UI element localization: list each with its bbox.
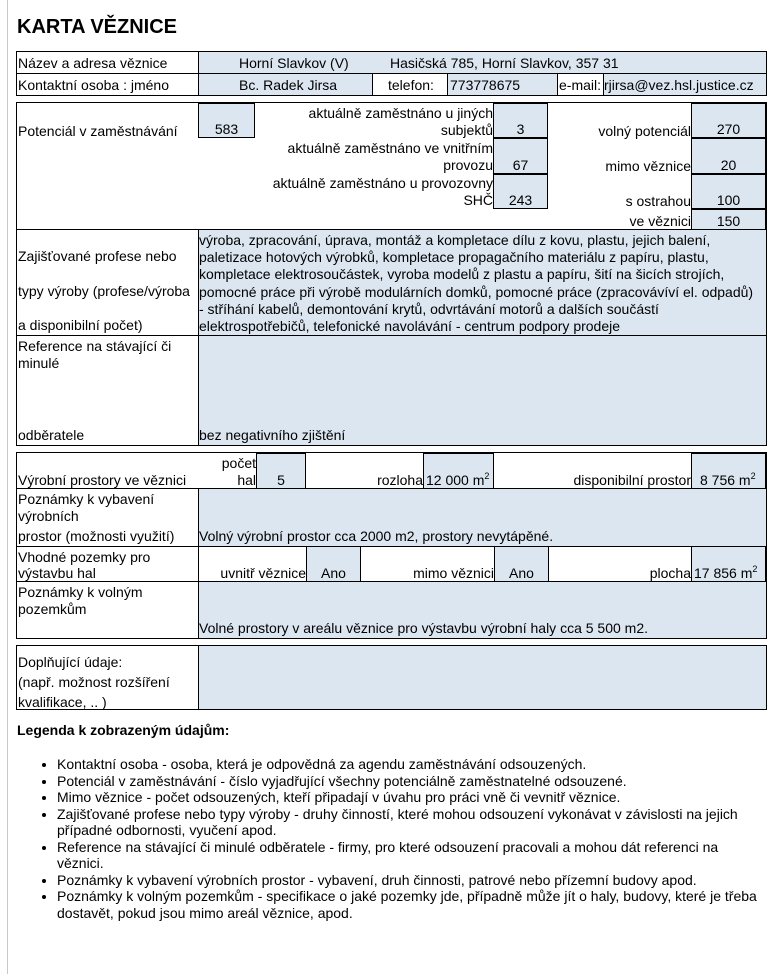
contact-person-label: Kontaktní osoba : jméno xyxy=(18,77,169,93)
other-subjects-label-2: subjektů xyxy=(440,122,493,138)
legend-title: Legenda k zobrazeným údajům: xyxy=(17,722,230,738)
area-value-cell xyxy=(423,453,494,489)
legend-item: • Poznámky k vybavení výrobních prostor - vybavení, druh činnosti, patrové nebo přízemní budovy apod. xyxy=(57,872,762,889)
land-outside-value: Ano xyxy=(494,546,549,582)
internal-operation-label-1: aktuálně zaměstnáno ve vnitřním xyxy=(287,140,493,156)
free-potential-label: volný potenciál xyxy=(598,123,691,139)
potential-value: 583 xyxy=(198,103,255,138)
outside-prison-value: 20 xyxy=(691,138,766,174)
contact-section xyxy=(16,51,767,96)
additional-label-3: kvalifikace, .. ) xyxy=(18,694,107,710)
inside-prison-label: ve věznici xyxy=(629,213,691,229)
available-space-value: 8 756 m xyxy=(700,472,751,488)
equipment-label-1: Poznámky k vybavení xyxy=(18,491,155,507)
shc-label-1: aktuálně zaměstnáno u provozovny xyxy=(272,175,493,191)
land-inside-label: uvnitř věznice xyxy=(220,565,306,581)
prison-name: Horní Slavkov (V) xyxy=(239,55,349,71)
equipment-text: Volný výrobní prostor cca 2000 m2, prostory nevytápěné. xyxy=(199,528,554,544)
references-label-1: Reference na stávající či xyxy=(18,338,172,354)
production-section xyxy=(16,452,767,639)
internal-operation-label-2: provozu xyxy=(443,157,493,173)
equipment-label-2: výrobních xyxy=(18,508,79,524)
halls-count-label-2: hal xyxy=(237,472,256,488)
halls-count-value: 5 xyxy=(256,453,306,489)
legend-item: • Reference na stávající či minulé odběratele - firmy, pro které odsouzení pracovali a mohou dát referenci na věznici. xyxy=(57,839,762,872)
land-notes-text: Volné prostory v areálu věznice pro výstavbu výrobní haly cca 5 500 m2. xyxy=(199,620,649,636)
plot-area-exponent: 2 xyxy=(752,564,758,574)
legend-item: • Potenciál v zaměstnávání - číslo vyjadřující všechny potenciálně zaměstnatelné odsouzené. xyxy=(57,773,762,790)
additional-cell xyxy=(199,646,766,709)
available-space-label: disponibilní prostor xyxy=(573,472,691,488)
potential-label: Potenciál v zaměstnávání xyxy=(18,123,178,139)
legend-item: • Zajišťované profese nebo typy výroby - druhy činností, které mohou odsouzení vykonávat v závislosti na jejich případné odbornosti, vyučení apod. xyxy=(57,806,762,839)
shc-label-2: SHČ xyxy=(463,192,493,208)
prison-name-address-cell xyxy=(199,52,766,73)
land-notes-label-1: Poznámky k volným xyxy=(18,584,143,600)
professions-label-2: typy výroby (profese/výroba xyxy=(18,283,190,299)
contact-person-name: Bc. Radek Jirsa xyxy=(199,74,372,95)
email-label: e-mail: xyxy=(559,77,602,93)
inside-prison-value: 150 xyxy=(691,209,766,230)
area-unit-exponent: 2 xyxy=(484,471,490,481)
land-notes-cell xyxy=(199,582,766,638)
email-value: rjirsa@vez.hsl.justice.cz xyxy=(604,74,766,95)
plot-area-value: 17 856 m xyxy=(694,565,753,581)
shc-value: 243 xyxy=(493,174,548,209)
references-cell xyxy=(199,336,766,445)
potential-section xyxy=(16,102,767,446)
equipment-label-3: prostor (možnosti využití) xyxy=(18,528,175,544)
area-value: 12 000 m xyxy=(426,472,485,488)
references-label-2: minulé xyxy=(18,355,60,371)
available-unit-exponent: 2 xyxy=(750,471,756,481)
additional-label-2: (např. možnost rozšíření xyxy=(18,674,170,690)
legend-list xyxy=(17,756,762,921)
professions-label-1: Zajišťované profese nebo xyxy=(18,248,177,264)
professions-label-3: a disponibilní počet) xyxy=(18,317,143,333)
land-outside-label: mimo věznici xyxy=(413,565,494,581)
additional-label-1: Doplňující údaje: xyxy=(18,654,123,670)
production-spaces-label: Výrobní prostory ve věznici xyxy=(18,472,187,488)
free-potential-value: 270 xyxy=(691,103,766,138)
equipment-cell xyxy=(199,489,766,546)
references-text: bez negativního zjištění xyxy=(199,427,346,443)
with-guard-label: s ostrahou xyxy=(625,193,691,209)
land-inside-value: Ano xyxy=(306,546,361,582)
legend-item: • Poznámky k volným pozemkům - specifikace o jaké pozemky jde, případně může jít o haly, budovy, které je třeba dostavět, pokud jsou mimo areál věznice, apod. xyxy=(57,888,762,921)
professions-text: výroba, zpracování, úprava, montáž a kompletace dílu z kovu, plastu, jejich balení, paletizace hotových výrobků, kompletace propagačního materiálu z papíru, plastu, kompletace elektrosoučástek, vyroba modelů z plastu a papíru, šití na šicích strojích, pomocné práce při výrobě modulárních domků, pomocné práce (zpracovávíví el. odpadů) - stříhání kabelů, demontování krytů, odvrtávání motorů a dalších součástí elektrospotřebičů, telefonické navolávání - centrum podpory prodeje xyxy=(199,230,766,335)
area-label: rozloha xyxy=(377,472,423,488)
other-subjects-label-1: aktuálně zaměstnáno u jiných xyxy=(308,105,493,121)
phone-label: telefon: xyxy=(388,77,434,93)
references-label-3: odběratele xyxy=(18,427,85,443)
land-label-1: Vhodné pozemky pro xyxy=(18,549,151,565)
outside-prison-label: mimo věznice xyxy=(605,158,691,174)
other-subjects-value: 3 xyxy=(493,103,548,138)
page-margin-rule xyxy=(7,0,8,974)
legend-item: • Mimo věznice - počet odsouzených, kteří připadají v úvahu pro práci vně či vevnitř věznice. xyxy=(57,789,762,806)
internal-operation-value: 67 xyxy=(493,138,548,174)
land-notes-label-2: pozemkům xyxy=(18,601,87,617)
available-space-cell xyxy=(691,453,766,489)
phone-value: 773778675 xyxy=(448,74,557,95)
plot-area-cell xyxy=(691,546,766,582)
page-title: KARTA VĚZNICE xyxy=(17,16,177,38)
prison-address: Hasičská 785, Horní Slavkov, 357 31 xyxy=(390,55,619,71)
land-label-2: výstavbu hal xyxy=(18,565,96,581)
additional-section xyxy=(16,645,767,710)
with-guard-value: 100 xyxy=(691,174,766,209)
name-address-label: Název a adresa věznice xyxy=(18,55,168,71)
halls-count-label-1: počet xyxy=(221,455,256,471)
legend-item: • Kontaktní osoba - osoba, která je odpovědná za agendu zaměstnávání odsouzených. xyxy=(57,756,762,773)
plot-area-label: plocha xyxy=(649,565,691,581)
